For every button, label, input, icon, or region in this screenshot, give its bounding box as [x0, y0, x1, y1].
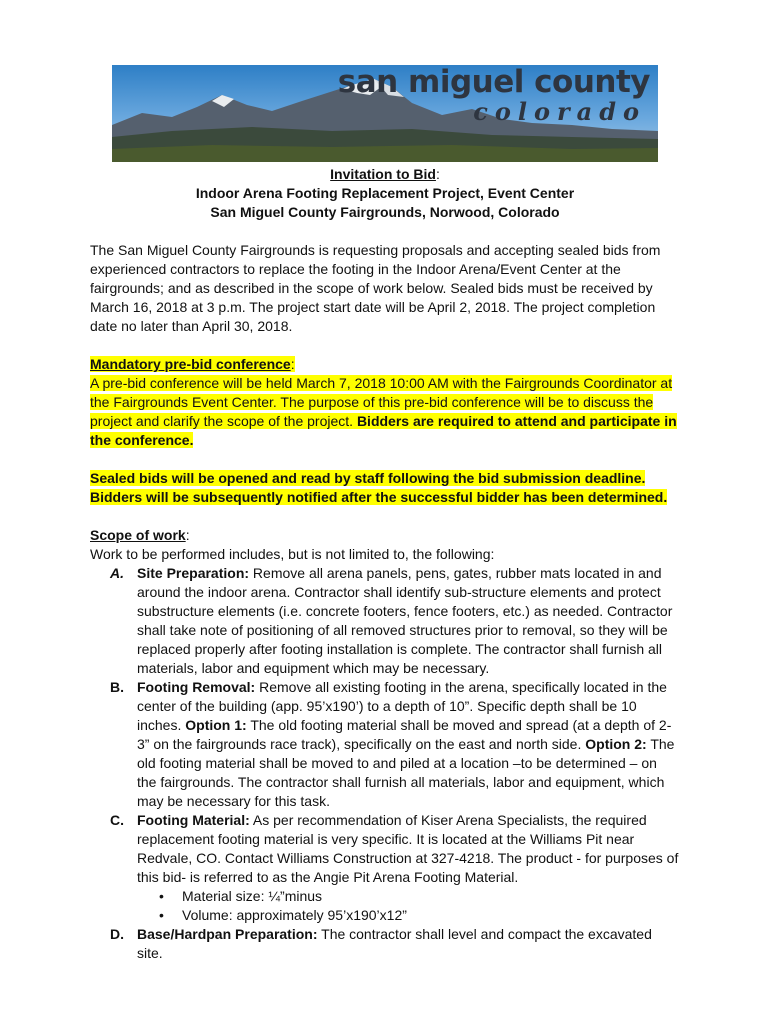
prebid-paragraph — [90, 374, 680, 450]
intro-paragraph: The San Miguel County Fairgrounds is requesting proposals and accepting sealed bids from experienced contractors to replace the footing in the Indoor Arena/Event Center at the fairgrounds; and as described in the scope of work below. Sealed bids must be received by March 16, 2018 at 3 p.m. The project start date will be April 2, 2018. The project completion date no later than April 30, 2018. — [90, 242, 661, 334]
banner-subtitle: colorado — [473, 97, 646, 126]
sealed-bids-text: Sealed bids will be opened and read by staff following the bid submission deadline. Bidders will be subsequently notified after the successful bidder has been determined. — [90, 470, 668, 505]
option-1-text: The old footing material shall be moved and spread (at a depth of 2-3” on the fairgrounds race track), specifically on the east and north side. — [137, 717, 672, 752]
scope-item-footing-removal — [90, 678, 680, 811]
project-location: San Miguel County Fairgrounds, Norwood, Colorado — [210, 204, 560, 220]
scope-item-text: As per recommendation of Kiser Arena Specialists, the required replacement footing material is very specific. It is located at the Williams Pit near Redvale, CO. Contact Williams Construction at 327-4218. The product - for purposes of this bid- is referred to as the Angie Pit Arena Footing Material. — [137, 812, 679, 885]
scope-item-label: B. — [110, 679, 124, 695]
scope-item-label: C. — [110, 812, 124, 828]
material-bullet — [90, 906, 680, 925]
option-2-label: Option 2: — [585, 736, 647, 752]
title-colon: : — [435, 166, 440, 182]
bid-document — [90, 165, 680, 963]
option-2-text: The old footing material shall be moved to and piled at a location –to be determined – on the fairgrounds. The contractor shall furnish all materials, labor and equipment, which may be necessary for this task. — [137, 736, 675, 809]
bullet-text: Volume: approximately 95’x190’x12” — [182, 907, 407, 923]
material-bullet — [90, 887, 680, 906]
bullet-icon: • — [159, 888, 164, 904]
doc-title — [90, 165, 680, 184]
prebid-required-text: Bidders are required to attend and participate in the conference. — [90, 413, 677, 448]
scope-item-text: The contractor shall level and compact the excavated site. — [137, 926, 652, 961]
banner-title: san miguel county — [337, 65, 650, 100]
scope-item-site-preparation — [90, 564, 680, 678]
scope-item-title: Footing Material: — [137, 812, 250, 828]
prebid-heading-text: Mandatory pre-bid conference — [90, 356, 291, 372]
option-1-label: Option 1: — [185, 717, 247, 733]
bullet-icon: • — [159, 907, 164, 923]
title-text: Invitation to Bid — [330, 166, 436, 182]
bullet-text: Material size: ¼”minus — [182, 888, 323, 904]
scope-heading-text: Scope of work — [90, 527, 186, 543]
prebid-text: A pre-bid conference will be held March 7, 2018 10:00 AM with the Fairgrounds Coordinator at the Fairgrounds Event Center. The purpose of this pre-bid conference will be to discuss the project and clarify the scope of the project. — [90, 375, 673, 429]
scope-item-title: Base/Hardpan Preparation: — [137, 926, 318, 942]
scope-item-text: Remove all arena panels, pens, gates, rubber mats located in and around the indoor arena. Contractor shall identify sub-structure elements and protect substructure elements (i.e. concrete footers, fence footers, etc.) as needed. Contractor shall take note of positioning of all removed structures prior to removal, so they will be replaced properly after footing installation is complete. The contractor shall furnish all materials, labor and equipment which may be necessary. — [137, 565, 673, 676]
scope-heading — [90, 526, 680, 545]
scope-item-footing-material — [90, 811, 680, 887]
scope-intro: Work to be performed includes, but is not limited to, the following: — [90, 546, 495, 562]
scope-item-title: Footing Removal: — [137, 679, 256, 695]
prebid-heading — [90, 355, 680, 374]
sealed-bids-paragraph — [90, 469, 680, 507]
scope-item-label: A. — [110, 565, 124, 581]
scope-item-title: Site Preparation: — [137, 565, 250, 581]
scope-item-label: D. — [110, 926, 124, 942]
project-name: Indoor Arena Footing Replacement Project, Event Center — [195, 185, 575, 201]
prebid-heading-colon: : — [290, 356, 295, 372]
scope-item-text: Remove all existing footing in the arena, specifically located in the center of the building (app. 95’x190’) to a depth of 10”. Specific depth shall be 10 inches. — [137, 679, 667, 733]
county-banner — [112, 65, 658, 162]
scope-item-base-preparation — [90, 925, 680, 963]
scope-heading-colon: : — [185, 527, 190, 543]
